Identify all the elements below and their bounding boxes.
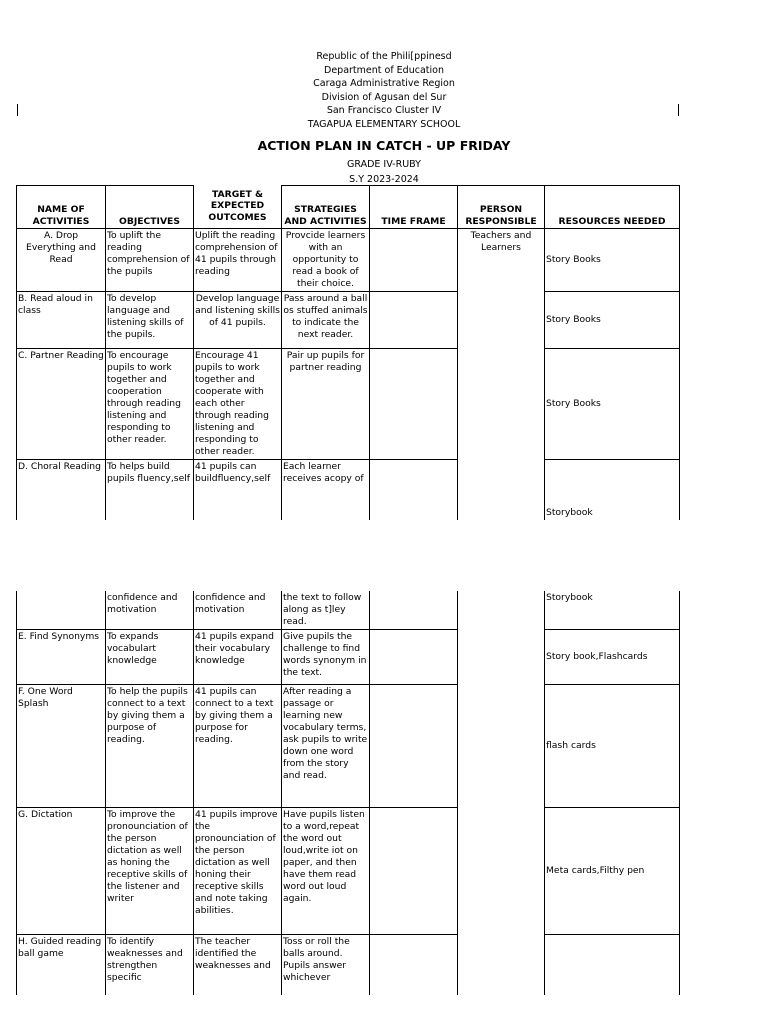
right-margin-mark bbox=[678, 104, 679, 116]
table-row bbox=[17, 460, 680, 520]
header-line-republic: Republic of the Phili[ppinesd bbox=[316, 51, 452, 62]
objective-cell: To develop language and listening skills of the pupils. bbox=[106, 292, 194, 349]
time-frame-cell bbox=[370, 808, 458, 935]
grade-label: GRADE IV-RUBY bbox=[347, 159, 421, 170]
time-frame-cell bbox=[370, 685, 458, 808]
resources-cell: Storybook bbox=[545, 460, 680, 520]
action-plan-table bbox=[16, 185, 680, 520]
strategy-cell: Pair up pupils for partner reading bbox=[282, 349, 370, 460]
objective-cell: To identify weaknesses and strengthen specific bbox=[106, 935, 194, 995]
header-resources: RESOURCES NEEDED bbox=[545, 186, 680, 229]
resources-cell bbox=[545, 935, 680, 995]
header-line-department: Department of Education bbox=[324, 64, 444, 76]
target-cell: Encourage 41 pupils to work together and cooperate with each other through reading listening and responding to other reader. bbox=[194, 349, 282, 460]
activity-cell: A. Drop Everything and Read bbox=[17, 229, 106, 292]
time-frame-cell bbox=[370, 630, 458, 685]
objective-cell: To uplift the reading comprehension of the pupils bbox=[106, 229, 194, 292]
table-row bbox=[17, 349, 680, 460]
target-cell: Uplift the reading comprehension of 41 pupils through reading bbox=[194, 229, 282, 292]
objective-cell: To help the pupils connect to a text by giving them a purpose of reading. bbox=[106, 685, 194, 808]
strategy-cell: the text to follow along as t]ley read. bbox=[282, 591, 370, 630]
header-time-frame: TIME FRAME bbox=[370, 186, 458, 229]
strategy-cell: Each learner receives acopy of bbox=[282, 460, 370, 520]
header-objectives: OBJECTIVES bbox=[106, 186, 194, 229]
table-row bbox=[17, 229, 680, 292]
resources-cell: flash cards bbox=[545, 685, 680, 808]
target-cell: confidence and motivation bbox=[194, 591, 282, 630]
table-row bbox=[17, 685, 680, 808]
resources-cell: Story book,Flashcards bbox=[545, 630, 680, 685]
strategy-cell: Toss or roll the balls around. Pupils answer whichever bbox=[282, 935, 370, 995]
time-frame-cell bbox=[370, 935, 458, 995]
table-row bbox=[17, 591, 680, 630]
header-line-region: Caraga Administrative Region bbox=[313, 78, 455, 89]
activity-cell: D. Choral Reading bbox=[17, 460, 106, 520]
document-header bbox=[0, 50, 768, 131]
activity-cell: B. Read aloud in class bbox=[17, 292, 106, 349]
table-page-1 bbox=[0, 185, 768, 518]
table-row bbox=[17, 292, 680, 349]
table-row bbox=[17, 808, 680, 935]
time-frame-cell bbox=[370, 591, 458, 630]
activity-cell bbox=[17, 591, 106, 630]
objective-cell: To expands vocabulart knowledge bbox=[106, 630, 194, 685]
target-cell: Develop language and listening skills of 41 pupils. bbox=[194, 292, 282, 349]
target-cell: The teacher identified the weaknesses and bbox=[194, 935, 282, 995]
header-activities: NAME OF ACTIVITIES bbox=[17, 186, 106, 229]
left-margin-mark bbox=[17, 104, 18, 116]
target-cell: 41 pupils improve the pronounciation of the person dictation as well honing their receptive skills and note taking abilities. bbox=[194, 808, 282, 935]
header-target: TARGET & EXPECTED OUTCOMES bbox=[194, 186, 282, 229]
table-page-2 bbox=[0, 592, 768, 983]
target-cell: 41 pupils can buildfluency,self bbox=[194, 460, 282, 520]
resources-cell: Story Books bbox=[545, 229, 680, 292]
resources-cell: Storybook bbox=[545, 591, 680, 630]
time-frame-cell bbox=[370, 349, 458, 460]
target-cell: 41 pupils expand their vocabulary knowledge bbox=[194, 630, 282, 685]
strategy-cell: After reading a passage or learning new vocabulary terms, ask pupils to write down one word from the story and read. bbox=[282, 685, 370, 808]
objective-cell: To improve the pronounciation of the person dictation as well as honing the receptive skills of the listener and writer bbox=[106, 808, 194, 935]
activity-cell: E. Find Synonyms bbox=[17, 630, 106, 685]
strategy-cell: Provcide learners with an opportunity to read a book of their choice. bbox=[282, 229, 370, 292]
strategy-cell: Pass around a ball os stuffed animals to indicate the next reader. bbox=[282, 292, 370, 349]
activity-cell: F. One Word Splash bbox=[17, 685, 106, 808]
table-row bbox=[17, 935, 680, 995]
header-line-cluster: San Francisco Cluster IV bbox=[326, 105, 442, 116]
activity-cell: C. Partner Reading bbox=[17, 349, 106, 460]
table-row bbox=[17, 630, 680, 685]
objective-cell: To helps build pupils fluency,self bbox=[106, 460, 194, 520]
activity-cell: H. Guided reading ball game bbox=[17, 935, 106, 995]
strategy-cell: Give pupils the challenge to find words synonym in the text. bbox=[282, 630, 370, 685]
action-plan-table-continued bbox=[16, 591, 680, 995]
objective-cell: confidence and motivation bbox=[106, 591, 194, 630]
objective-cell: To encourage pupils to work together and cooperation through reading listening and responding to other reader. bbox=[106, 349, 194, 460]
header-person: PERSON RESPONSIBLE bbox=[458, 186, 545, 229]
activity-cell: G. Dictation bbox=[17, 808, 106, 935]
header-line-school: TAGAPUA ELEMENTARY SCHOOL bbox=[307, 118, 461, 130]
strategy-cell: Have pupils listen to a word,repeat the word out loud,write iot on paper, and then have them read word out loud again. bbox=[282, 808, 370, 935]
resources-cell: Story Books bbox=[545, 349, 680, 460]
person-responsible-cell bbox=[458, 591, 545, 995]
time-frame-cell bbox=[370, 229, 458, 292]
target-cell: 41 pupils can connect to a text by giving them a purpose for reading. bbox=[194, 685, 282, 808]
time-frame-cell bbox=[370, 292, 458, 349]
time-frame-cell bbox=[370, 460, 458, 520]
header-line-division: Division of Agusan del Sur bbox=[321, 91, 447, 103]
resources-cell: Story Books bbox=[545, 292, 680, 349]
document-title: ACTION PLAN IN CATCH - UP FRIDAY bbox=[257, 138, 511, 153]
person-responsible-cell: Teachers and Learners bbox=[458, 229, 545, 520]
school-year-label: S.Y 2023-2024 bbox=[349, 174, 419, 185]
resources-cell: Meta cards,Filthy pen bbox=[545, 808, 680, 935]
header-strategies: STRATEGIES AND ACTIVITIES bbox=[282, 186, 370, 229]
